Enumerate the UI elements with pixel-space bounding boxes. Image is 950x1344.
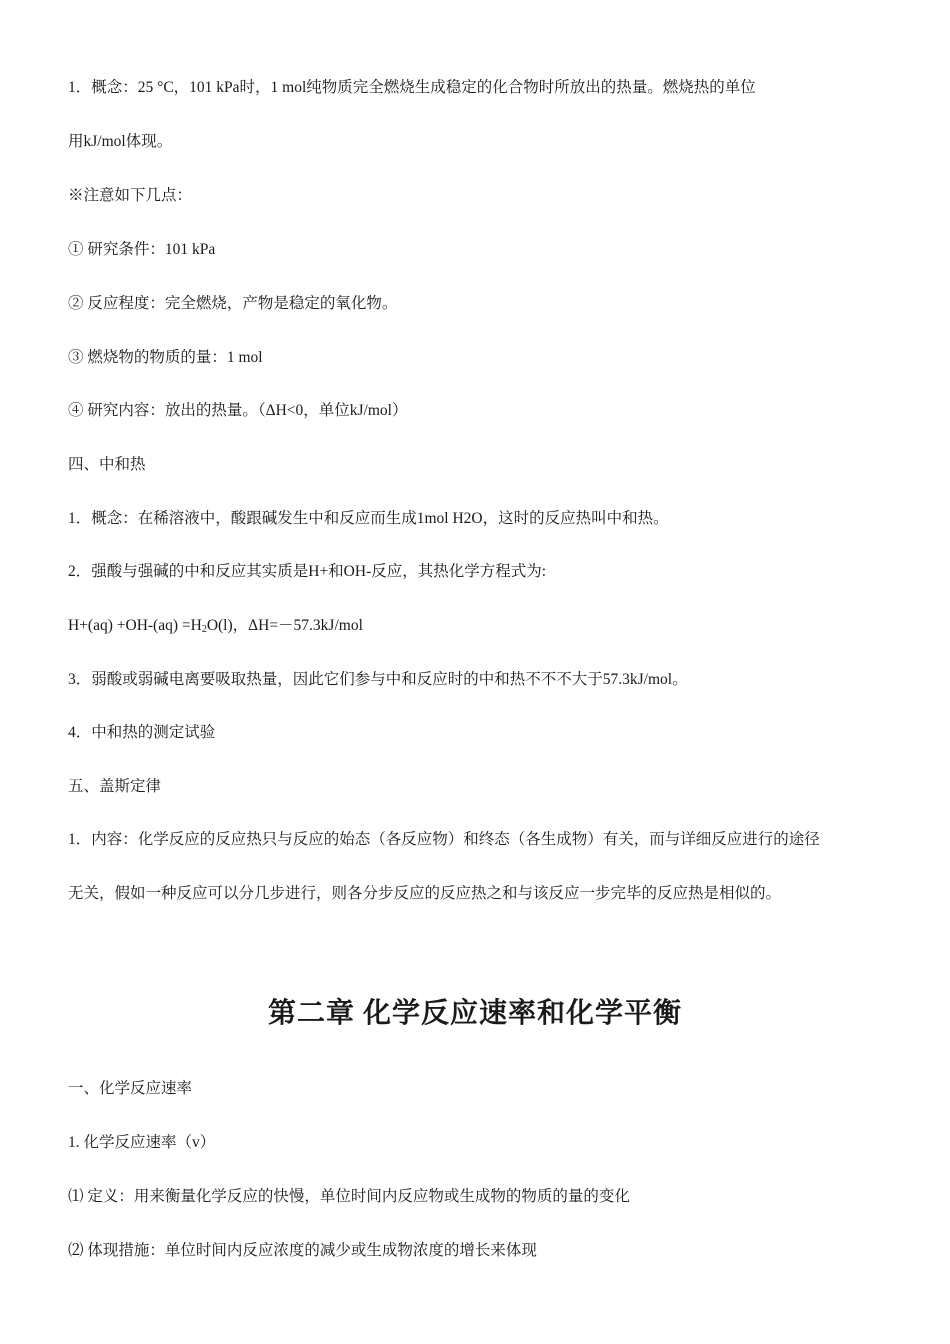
text-line-hess-content-1: 1．内容：化学反应的反应热只与反应的始态（各反应物）和终态（各生成物）有关，而与详细反应进行的途径 <box>68 831 820 848</box>
text-line-rate-subheading: 1. 化学反应速率（v） <box>68 1134 216 1151</box>
thermochemical-equation <box>68 616 363 636</box>
text-line-measurement: 4．中和热的测定试验 <box>68 724 216 741</box>
text-line-note-2: ② 反应程度：完全燃烧，产物是稳定的氧化物。 <box>68 295 398 312</box>
equation-subscript: 2 <box>201 624 207 635</box>
equation-after: O(l)，ΔH=－57.3kJ/mol <box>206 617 363 634</box>
text-line-note-3: ③ 燃烧物的物质的量：1 mol <box>68 349 263 366</box>
text-line-weak-acid-base: 3．弱酸或弱碱电离要吸取热量，因此它们参与中和反应时的中和热不不不大于57.3kJ/mol。 <box>68 671 688 688</box>
text-line-note-4: ④ 研究内容：放出的热量。（ΔH<0，单位kJ/mol） <box>68 402 408 419</box>
section-heading-hess-law: 五、盖斯定律 <box>68 778 162 795</box>
text-line-neutralization-def: 1．概念：在稀溶液中，酸跟碱发生中和反应而生成1mol H2O，这时的反应热叫中和热。 <box>68 510 669 527</box>
text-line-combustion-def-2: 用kJ/mol体现。 <box>68 133 173 150</box>
equation-before: H+(aq) +OH-(aq) =H <box>68 617 202 634</box>
text-line-note-1: ① 研究条件：101 kPa <box>68 241 216 258</box>
section-heading-reaction-rate: 一、化学反应速率 <box>68 1080 193 1097</box>
section-heading-neutralization: 四、中和热 <box>68 456 146 473</box>
chapter-title: 第二章 化学反应速率和化学平衡 <box>267 998 682 1029</box>
text-line-rate-expression: ⑵ 体现措施：单位时间内反应浓度的减少或生成物浓度的增长来体现 <box>68 1242 537 1259</box>
text-line-rate-definition: ⑴ 定义：用来衡量化学反应的快慢，单位时间内反应物或生成物的物质的量的变化 <box>68 1188 630 1205</box>
text-line-notes-heading: ※注意如下几点： <box>68 187 193 204</box>
text-line-hess-content-2: 无关，假如一种反应可以分几步进行，则各分步反应的反应热之和与该反应一步完毕的反应热是相似的。 <box>68 885 782 902</box>
text-line-strong-acid-base: 2．强酸与强碱的中和反应其实质是H+和OH-反应，其热化学方程式为: <box>68 563 547 580</box>
text-line-combustion-def-1: 1．概念：25 °C，101 kPa时，1 mol纯物质完全燃烧生成稳定的化合物时所放出的热量。燃烧热的单位 <box>68 79 756 96</box>
